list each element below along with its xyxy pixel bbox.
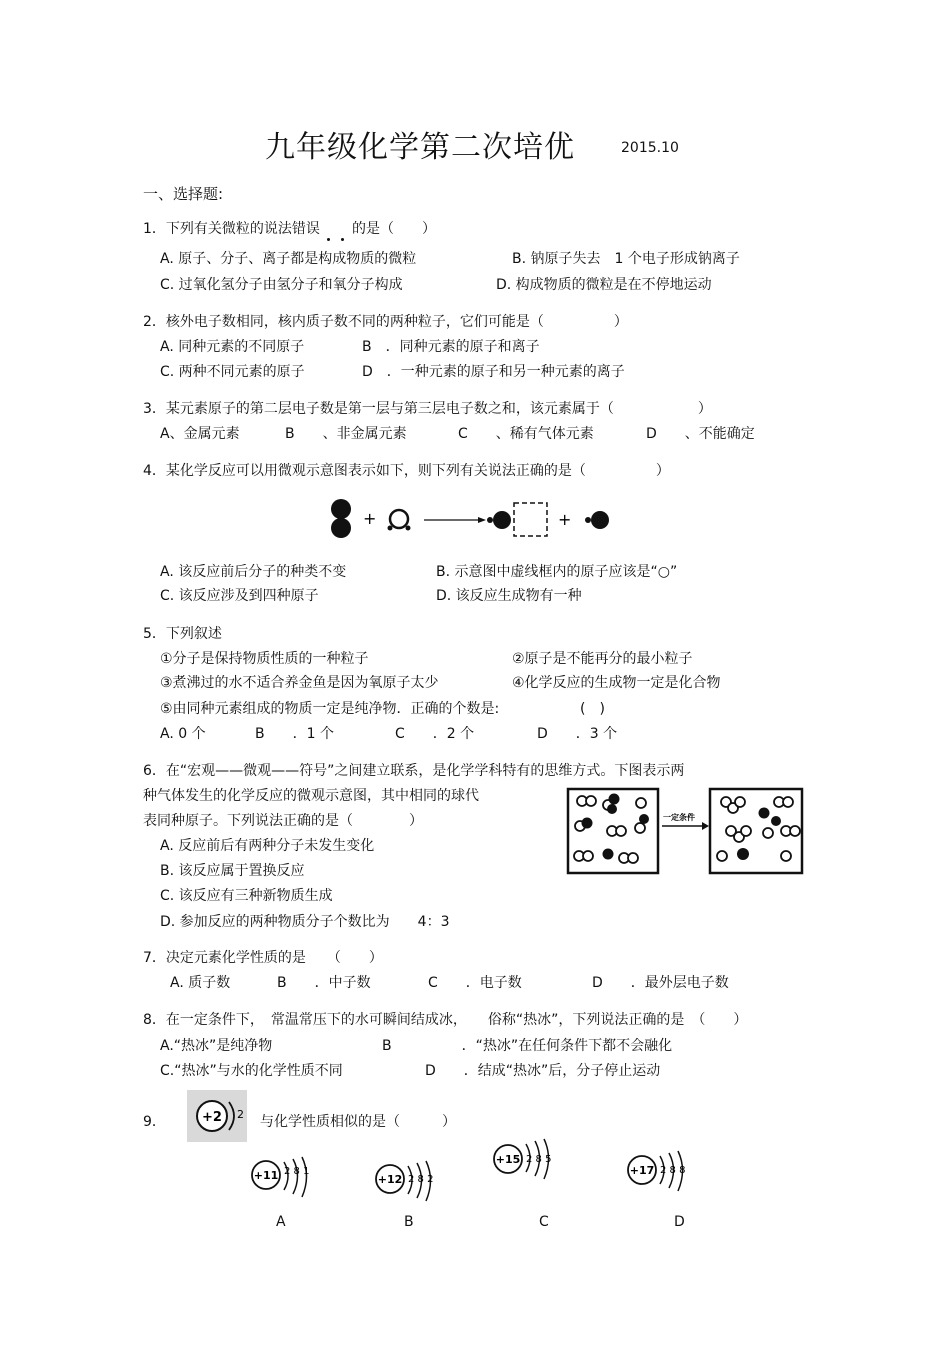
q5-statement-1: ①分子是保持物质性质的一种粒子 [160,651,369,667]
emphasis-dot [327,238,330,241]
arrow-head [478,517,486,523]
q6-option-a[interactable]: A. 反应前后有两种分子未发生变化 [160,838,375,854]
shell-electrons: 2 8 1 [284,1166,310,1177]
q9-number: 9． [143,1114,166,1130]
q9-option-atom-b [372,1158,436,1204]
q1-stem-a: 1．下列有关微粒的说法错误 [143,221,320,237]
q9-option-b-label[interactable]: B [404,1214,414,1230]
q9-option-atom-c [490,1136,554,1182]
nucleus-charge: +2 [202,1110,222,1125]
shell-electrons: 2 8 8 [660,1165,686,1176]
q5-statement-3: ③煮沸过的水不适合养金鱼是因为氧原子太少 [160,675,439,691]
shell-electrons: 2 8 2 [408,1174,434,1185]
q4-option-d[interactable]: D. 该反应生成物有一种 [436,588,582,604]
q7-stem: 7．决定元素化学性质的是 （ ） [143,950,383,966]
condition-label: 一定条件 [663,813,695,822]
electron-shell [302,1157,307,1197]
small-dot [406,526,411,531]
q2-option-a[interactable]: A. 同种元素的不同原子 [160,339,305,355]
q9-option-c-label[interactable]: C [539,1214,549,1230]
q6-line-1: 6．在“宏观——微观——符号”之间建立联系，是化学学科特有的思维方式。下图表示两 [143,763,685,779]
q7-option-c[interactable]: C ．电子数 [428,975,522,991]
q4-option-a[interactable]: A. 该反应前后分子的种类不变 [160,564,347,580]
emphasis-dot [341,238,344,241]
q9-option-d-label[interactable]: D [674,1214,685,1230]
q6-line-2: 种气体发生的化学反应的微观示意图，其中相同的球代 [143,788,479,804]
q3-option-a[interactable]: A、金属元素 [160,426,240,442]
q2-option-d[interactable]: D ．一种元素的原子和另一种元素的离子 [362,364,625,380]
q5-statement-2: ②原子是不能再分的最小粒子 [512,651,693,667]
q6-option-b[interactable]: B. 该反应属于置换反应 [160,863,305,879]
shell-electrons: 2 8 5 [526,1154,552,1165]
q4-stem: 4．某化学反应可以用微观示意图表示如下，则下列有关说法正确的是（ ） [143,463,670,479]
black-atom [331,499,351,519]
black-atom [331,518,351,538]
q3-option-d[interactable]: D 、不能确定 [646,426,755,442]
nucleus-charge: +17 [629,1164,655,1177]
q4-option-b[interactable]: B. 示意图中虚线框内的原子应该是“○” [436,564,678,580]
q2-stem: 2．核外电子数相同，核内质子数不同的两种粒子，它们可能是（ ） [143,314,628,330]
q8-option-c[interactable]: C.“热冰”与水的化学性质不同 [160,1063,343,1079]
q1-option-a[interactable]: A. 原子、分子、离子都是构成物质的微粒 [160,251,417,267]
small-dot [388,526,393,531]
q3-stem: 3．某元素原子的第二层电子数是第一层与第三层电子数之和，该元素属于（ ） [143,401,712,417]
q5-option-c[interactable]: C ．2 个 [395,726,475,742]
arrow-head [702,822,709,830]
q3-option-c[interactable]: C 、稀有气体元素 [458,426,594,442]
small-dot [487,517,493,523]
q7-option-b[interactable]: B ．中子数 [277,975,371,991]
q9-option-atom-a [248,1154,312,1200]
q5-option-b[interactable]: B ．1 个 [255,726,334,742]
q6-line-3: 表同种原子。下列说法正确的是（ ） [143,813,423,829]
q8-option-d[interactable]: D ．结成“热冰”后，分子停止运动 [425,1063,661,1079]
black-atom [493,511,511,529]
shell-electrons: 2 [237,1108,244,1121]
q7-option-d[interactable]: D ．最外层电子数 [592,975,729,991]
q1-stem-b: 的是（ ） [352,221,436,237]
date-label: 2015.10 [621,140,679,156]
white-atom [390,510,408,528]
q4-option-c[interactable]: C. 该反应涉及到四种原子 [160,588,319,604]
q5-option-a[interactable]: A. 0 个 [160,726,206,742]
q7-option-a[interactable]: A. 质子数 [170,975,231,991]
q1-option-d[interactable]: D. 构成物质的微粒是在不停地运动 [496,277,712,293]
q8-option-a[interactable]: A.“热冰”是纯净物 [160,1038,273,1054]
q1-option-b[interactable]: B. 钠原子失去 1 个电子形成钠离子 [512,251,740,267]
q8-option-b[interactable]: B ．“热冰”在任何条件下都不会融化 [382,1038,673,1054]
nucleus-charge: +12 [377,1173,403,1186]
q5-answer-paren: ( ) [580,701,605,717]
q8-stem: 8．在一定条件下， 常温常压下的水可瞬间结成冰， 俗称“热冰”，下列说法正确的是 （ ） [143,1012,748,1028]
q6-reaction-diagram [566,786,804,876]
q1-option-c[interactable]: C. 过氧化氢分子由氢分子和氧分子构成 [160,277,403,293]
q9-reference-atom-diagram [187,1090,247,1142]
plus-sign: + [363,509,377,528]
q5-stem: 5．下列叙述 [143,626,222,642]
q3-option-b[interactable]: B 、非金属元素 [285,426,407,442]
q6-option-d[interactable]: D. 参加反应的两种物质分子个数比为 4：3 [160,914,450,930]
plus-sign: + [558,510,572,529]
nucleus-charge: +11 [253,1169,279,1182]
q4-reaction-diagram [320,495,620,545]
q2-option-c[interactable]: C. 两种不同元素的原子 [160,364,305,380]
q6-option-c[interactable]: C. 该反应有三种新物质生成 [160,888,333,904]
q9-stem: 与化学性质相似的是（ ） [260,1114,456,1130]
q9-option-a-label[interactable]: A [276,1214,286,1230]
q5-statement-4: ④化学反应的生成物一定是化合物 [512,675,721,691]
q9-option-atom-d [624,1148,688,1194]
nucleus-charge: +15 [495,1153,521,1166]
section-heading: 一、选择题: [143,185,224,203]
small-dot [585,517,591,523]
dashed-box [514,503,547,536]
page-title: 九年级化学第二次培优 [265,130,575,165]
q5-statement-5: ⑤由同种元素组成的物质一定是纯净物．正确的个数是: [160,701,500,717]
black-atom [591,511,609,529]
q2-option-b[interactable]: B ．同种元素的原子和离子 [362,339,540,355]
q5-option-d[interactable]: D ．3 个 [537,726,618,742]
